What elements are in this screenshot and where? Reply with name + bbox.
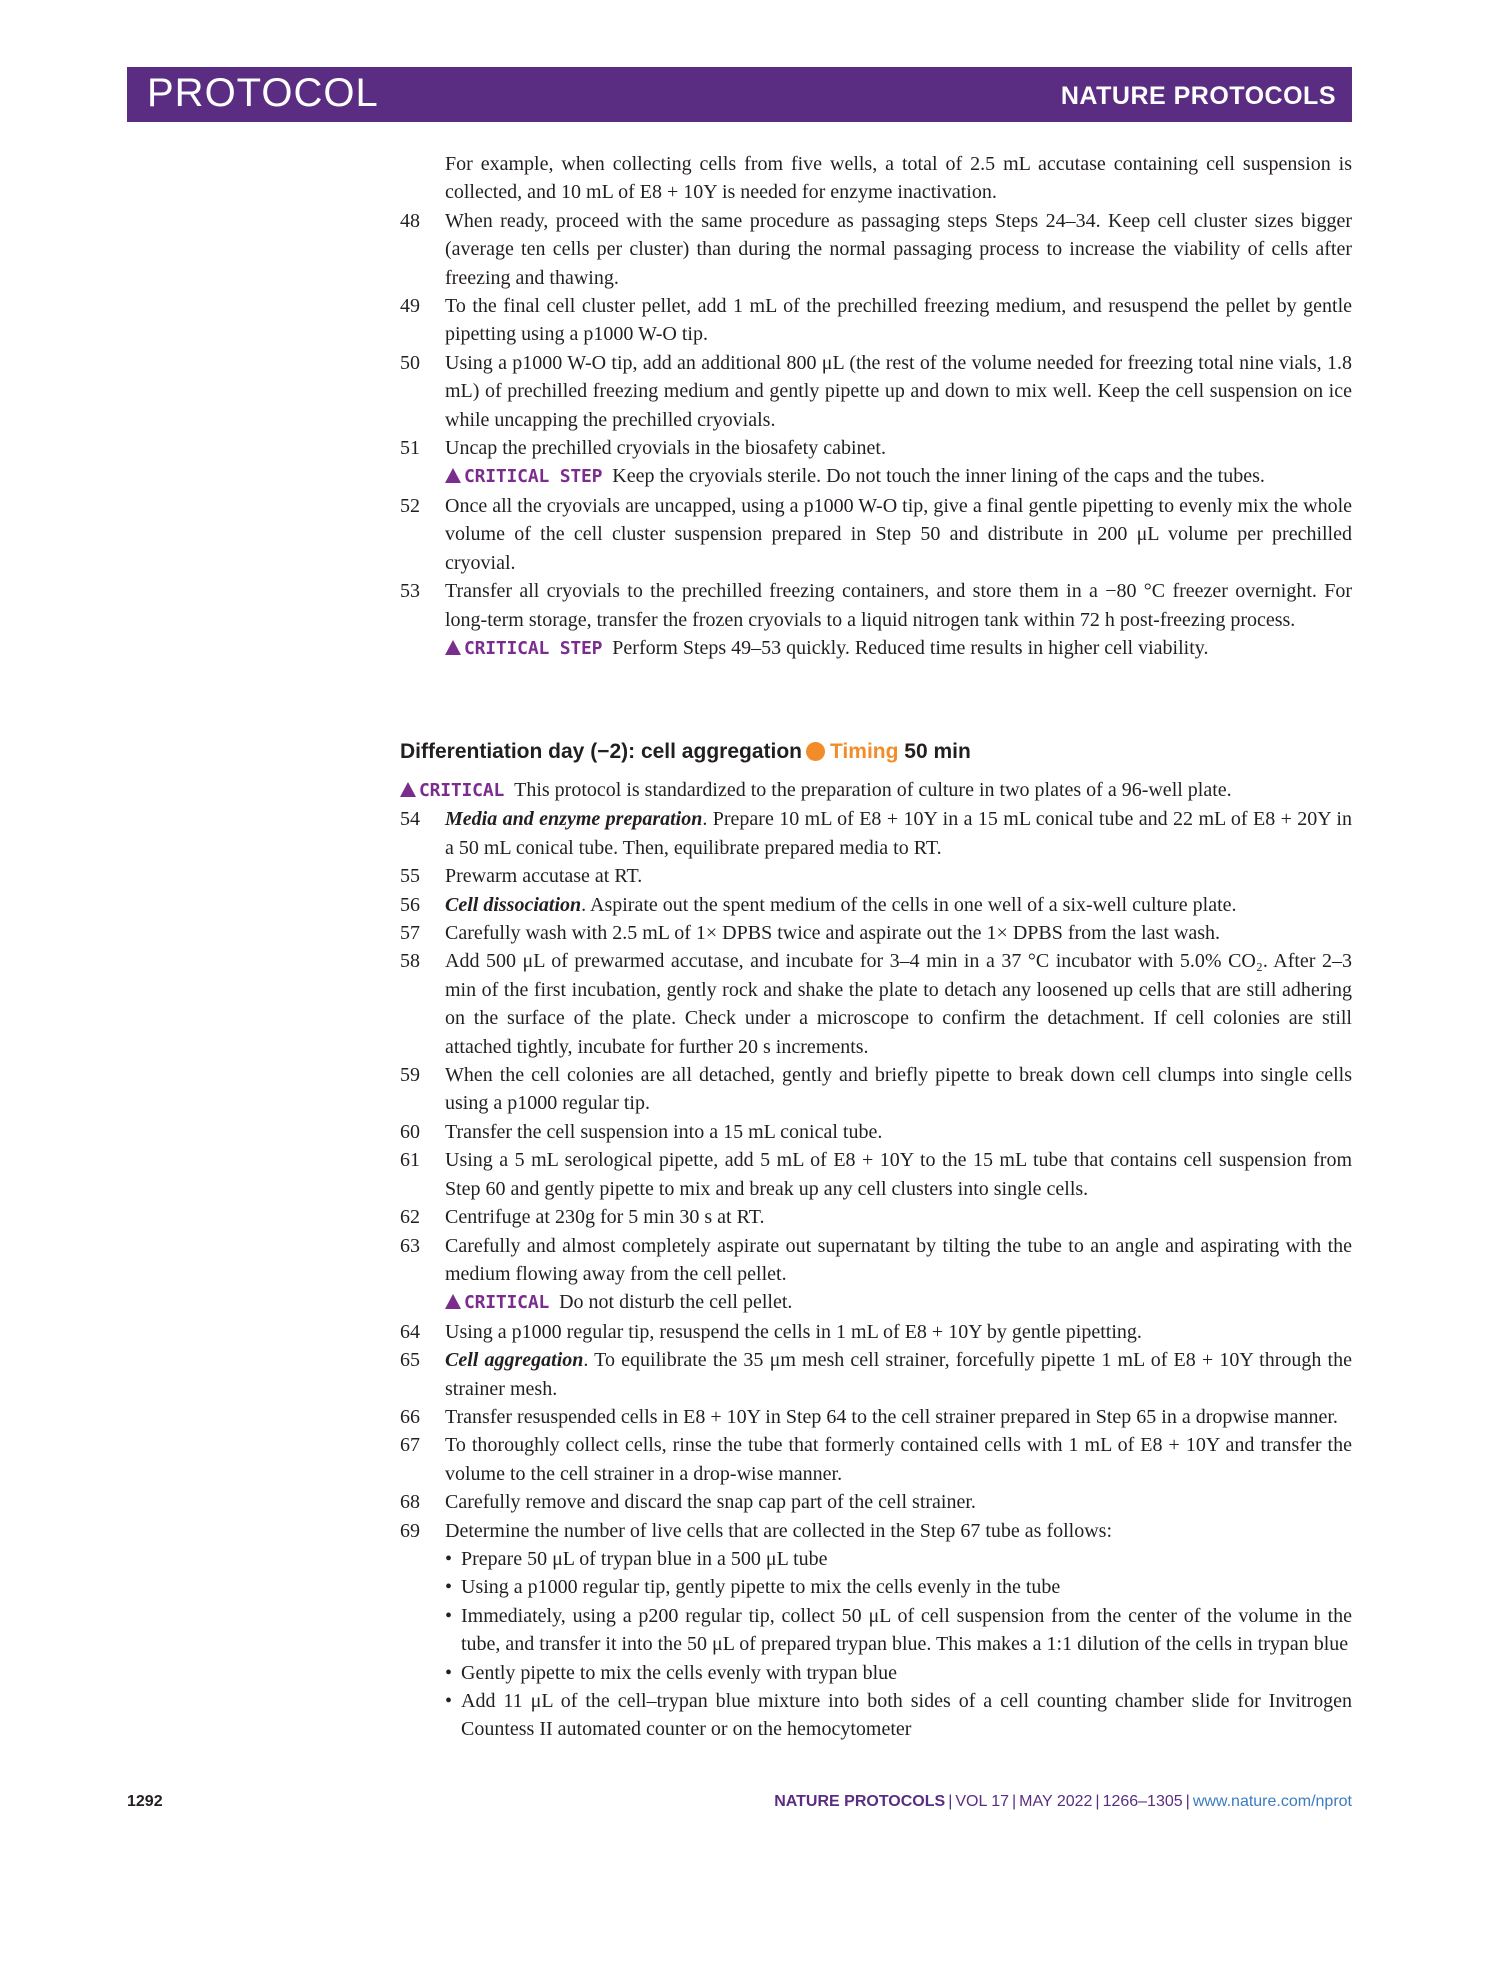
step-text: Determine the number of live cells that are collected in the Step 67 tube as follows: (445, 1519, 1113, 1542)
step-text: Carefully remove and discard the snap cap part of the cell strainer. (445, 1491, 976, 1514)
step-text: Using a p1000 regular tip, resuspend the cells in 1 mL of E8 + 10Y by gentle pipetting. (445, 1320, 1142, 1343)
step-number: 63 (400, 1234, 420, 1257)
protocol-step (400, 1431, 1352, 1488)
protocol-step (400, 1118, 1352, 1146)
protocol-step (400, 492, 1352, 577)
step-text: Centrifuge at 230g for 5 min 30 s at RT. (445, 1206, 765, 1229)
step-text: . To equilibrate the 35 μm mesh cell strainer, forcefully pipette 1 mL of E8 + 10Y through the strainer mesh. (445, 1349, 1352, 1400)
step-number: 69 (400, 1519, 420, 1542)
step-text: To thoroughly collect cells, rinse the tube that formerly contained cells with 1 mL of E8 + 10Y and transfer the volume to the cell strainer in a drop-wise manner. (445, 1434, 1352, 1485)
step-number: 51 (400, 437, 420, 460)
step-text: Carefully and almost completely aspirate out supernatant by tilting the tube to an angle and aspirating with the medium flowing away from the cell pellet. (445, 1234, 1352, 1285)
step-text: Prewarm accutase at RT. (445, 865, 643, 888)
step-number: 58 (400, 950, 420, 973)
step-text: Transfer the cell suspension into a 15 mL conical tube. (445, 1120, 883, 1143)
protocol-step (400, 1346, 1352, 1403)
bullet-item: • Immediately, using a p200 regular tip, collect 50 μL of cell suspension from the center of the volume in the tube, and transfer it into the 50 μL of prepared trypan blue. This makes a 1:1 dilution of the cells in trypan blue (445, 1602, 1352, 1659)
protocol-step (400, 1517, 1352, 1545)
step-text: . Prepare 10 mL of E8 + 10Y in a 15 mL conical tube and 22 mL of E8 + 20Y in a 50 mL conical tube. Then, equilibrate prepared media to RT. (445, 808, 1352, 859)
critical-text: Do not disturb the cell pellet. (559, 1291, 793, 1314)
protocol-step (400, 1232, 1352, 1289)
timing-label: Timing (829, 740, 899, 763)
protocol-step (400, 1318, 1352, 1346)
step-number: 61 (400, 1149, 420, 1172)
protocol-step (400, 947, 1352, 1061)
protocol-step (400, 919, 1352, 947)
step-number: 52 (400, 494, 420, 517)
step-text: Using a p1000 W-O tip, add an additional 800 μL (the rest of the volume needed for freezing total nine vials, 1.8 mL) of prechilled freezing medium and gently pipette up and down to mix well. Keep the cell suspension on ice while uncapping the prechilled cryovials. (445, 351, 1352, 431)
protocol-step (400, 1146, 1352, 1203)
protocol-step (400, 292, 1352, 349)
continuation-text: For example, when collecting cells from five wells, a total of 2.5 mL accutase containing cell suspension is collected, and 10 mL of E8 + 10Y is needed for enzyme inactivation. (445, 153, 1352, 204)
step-text: Transfer all cryovials to the prechilled freezing containers, and store them in a −80 °C freezer overnight. For long-term storage, transfer the frozen cryovials to a liquid nitrogen tank within 72 h post-freezing process. (445, 580, 1352, 631)
critical-note (400, 634, 1352, 663)
step-number: 54 (400, 808, 420, 831)
step-number: 66 (400, 1405, 420, 1428)
step-number: 50 (400, 351, 420, 374)
page-header-banner (127, 67, 1352, 122)
footer-pages: 1266–1305 (1102, 1793, 1183, 1810)
critical-label: CRITICAL STEP (464, 637, 603, 659)
footer-citation: NATURE PROTOCOLS | VOL 17 | MAY 2022 | 1266–1305 | www.nature.com/nprot (774, 1793, 1352, 1810)
step-text: Transfer resuspended cells in E8 + 10Y in Step 64 to the cell strainer prepared in Step 65 in a dropwise manner. (445, 1405, 1338, 1428)
critical-text: Keep the cryovials sterile. Do not touch the inner lining of the caps and the tubes. (612, 465, 1265, 488)
step-number: 64 (400, 1320, 420, 1343)
step-number: 65 (400, 1349, 420, 1372)
page-number: 1292 (127, 1793, 163, 1810)
footer-volume: VOL 17 (955, 1793, 1010, 1810)
step-text: Add 500 μL of prewarmed accutase, and incubate for 3–4 min in a 37 °C incubator with 5.0% CO₂. After 2–3 min of the first incubation, gently rock and shake the plate to detach any loosened up cells that are still adhering on the surface of the plate. Check under a microscope to confirm the detachment. If cell colonies are still attached tightly, incubate for further 20 s increments. (445, 950, 1352, 1058)
section-heading (400, 740, 971, 764)
step-lead: Media and enzyme preparation (445, 808, 703, 831)
critical-triangle-icon (400, 782, 416, 797)
step-number: 48 (400, 209, 420, 232)
timing-value: 50 min (904, 740, 971, 763)
section-label: PROTOCOL (147, 71, 379, 115)
critical-intro (400, 776, 1352, 805)
step-number: 49 (400, 295, 420, 318)
step-number: 68 (400, 1491, 420, 1514)
bullet-item: • Prepare 50 μL of trypan blue in a 500 μL tube (445, 1545, 1352, 1573)
critical-label: CRITICAL (419, 780, 505, 801)
journal-name: NATURE PROTOCOLS (1060, 82, 1336, 110)
critical-label: CRITICAL STEP (464, 466, 603, 488)
critical-triangle-icon (445, 468, 461, 483)
protocol-step (400, 577, 1352, 634)
protocol-step (400, 1488, 1352, 1516)
bullet-item: • Add 11 μL of the cell–trypan blue mixture into both sides of a cell counting chamber slide for Invitrogen Countess II automated counter or on the hemocytometer (445, 1687, 1352, 1744)
step-number: 55 (400, 865, 420, 888)
critical-note (400, 1288, 1352, 1317)
protocol-step (400, 1061, 1352, 1118)
step-number: 57 (400, 922, 420, 945)
protocol-step (400, 805, 1352, 862)
step-text: Carefully wash with 2.5 mL of 1× DPBS twice and aspirate out the 1× DPBS from the last wash. (445, 922, 1221, 945)
step-text: Using a 5 mL serological pipette, add 5 mL of E8 + 10Y to the 15 mL tube that contains cell suspension from Step 60 and gently pipette to mix and break up any cell clusters into single cells. (445, 1149, 1352, 1200)
protocol-step (400, 207, 1352, 292)
critical-text: Perform Steps 49–53 quickly. Reduced time results in higher cell viability. (612, 636, 1209, 659)
step-text: When ready, proceed with the same procedure as passaging steps Steps 24–34. Keep cell cluster sizes bigger (average ten cells per cluster) than during the normal passaging process to increase the viability of cells after freezing and thawing. (445, 209, 1352, 289)
step-number: 67 (400, 1434, 420, 1457)
step-number: 56 (400, 893, 420, 916)
critical-triangle-icon (445, 640, 461, 655)
step-text: When the cell colonies are all detached, gently and briefly pipette to break down cell clumps into single cells using a p1000 regular tip. (445, 1064, 1352, 1115)
critical-label: CRITICAL (464, 1292, 550, 1314)
protocol-step (400, 1403, 1352, 1431)
steps-54-69 (400, 776, 1352, 1744)
step-text: Uncap the prechilled cryovials in the biosafety cabinet. (445, 437, 886, 460)
step-text: Once all the cryovials are uncapped, using a p1000 W-O tip, give a final gentle pipetting to evenly mix the whole volume of the cell cluster suspension prepared in Step 50 and distribute in 200 μL volume per prechilled cryovial. (445, 494, 1352, 574)
step-number: 60 (400, 1120, 420, 1143)
step-text: . Aspirate out the spent medium of the cells in one well of a six-well culture plate. (581, 893, 1237, 916)
footer-date: MAY 2022 (1019, 1793, 1093, 1810)
bullet-item: • Using a p1000 regular tip, gently pipette to mix the cells evenly in the tube (445, 1573, 1352, 1601)
protocol-step (400, 862, 1352, 890)
footer-url-link[interactable]: www.nature.com/nprot (1192, 1793, 1352, 1810)
critical-intro-text: This protocol is standardized to the preparation of culture in two plates of a 96-well plate. (514, 779, 1232, 801)
protocol-step (400, 349, 1352, 434)
timing-dot-icon (806, 742, 825, 761)
protocol-step (400, 434, 1352, 462)
steps-48-53 (400, 150, 1352, 663)
section-title: Differentiation day (−2): cell aggregation (400, 740, 802, 763)
step-text: To the final cell cluster pellet, add 1 mL of the prechilled freezing medium, and resuspend the pellet by gentle pipetting using a p1000 W-O tip. (445, 295, 1352, 346)
step-number: 62 (400, 1206, 420, 1229)
step-number: 53 (400, 580, 420, 603)
protocol-step (400, 1203, 1352, 1231)
critical-triangle-icon (445, 1294, 461, 1309)
step-number: 59 (400, 1064, 420, 1087)
step-lead: Cell dissociation (445, 893, 582, 916)
step-lead: Cell aggregation (445, 1349, 584, 1372)
protocol-step (400, 891, 1352, 919)
footer-journal: NATURE PROTOCOLS (774, 1793, 946, 1810)
critical-note (400, 462, 1352, 491)
bullet-item: • Gently pipette to mix the cells evenly with trypan blue (445, 1659, 1352, 1687)
